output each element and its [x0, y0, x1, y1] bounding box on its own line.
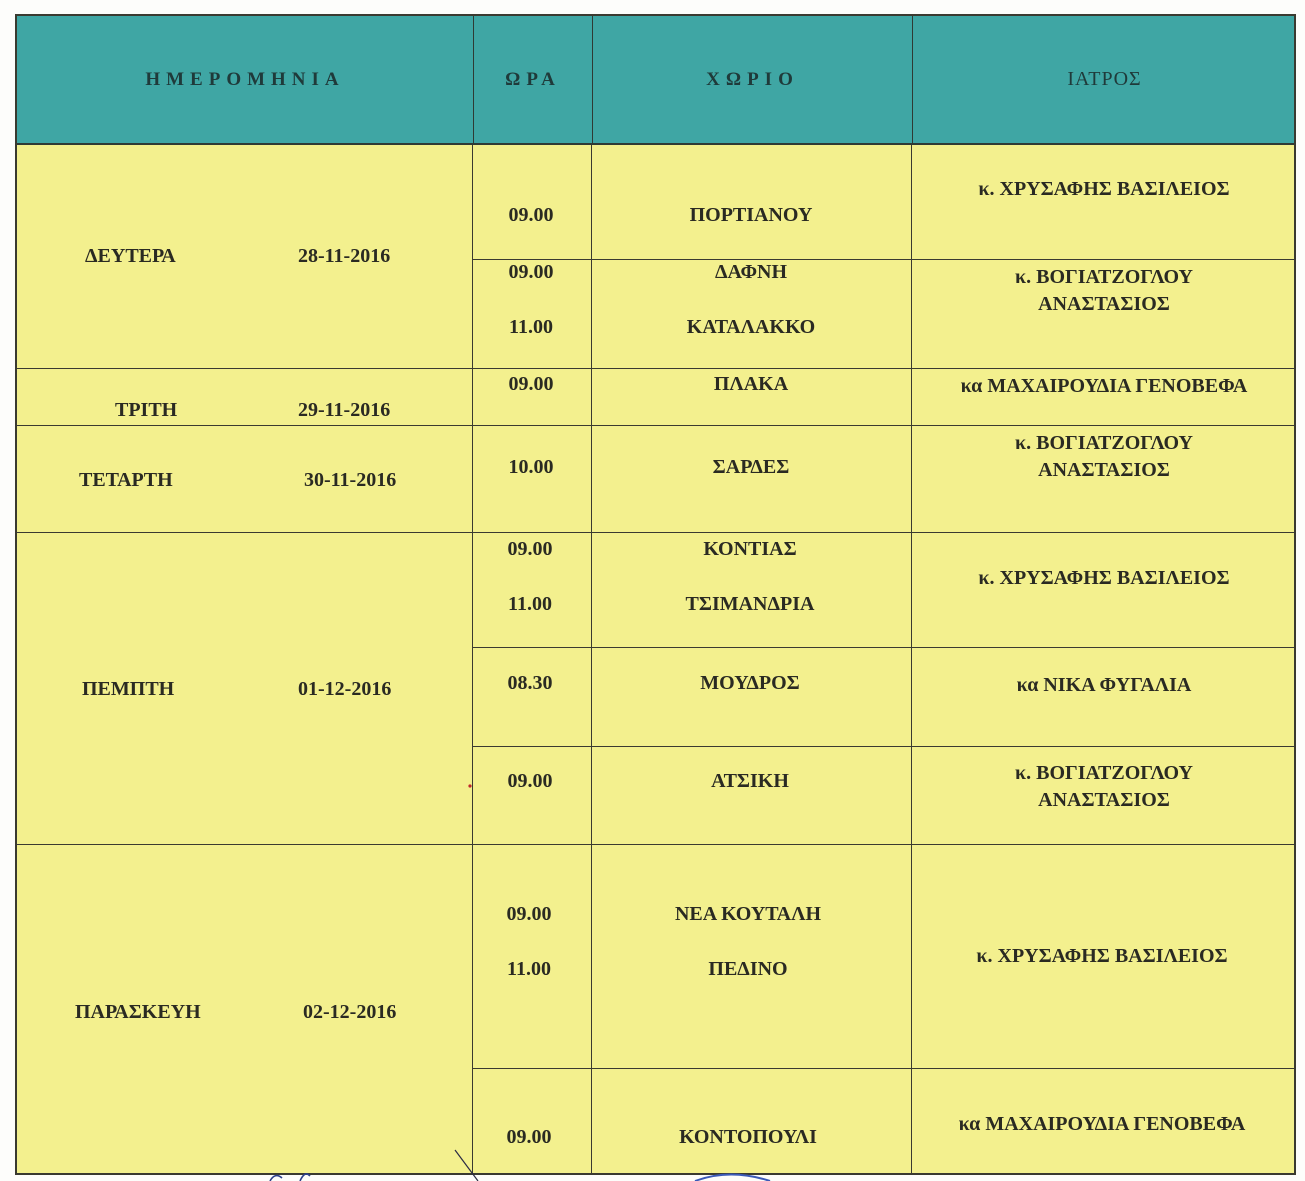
group-separator — [472, 259, 1296, 260]
group-separator — [472, 647, 1296, 648]
village-name: ΠΛΑΚΑ — [713, 373, 789, 395]
doctor-name: κ. ΧΡΥΣΑΦΗΣ ΒΑΣΙΛΕΙΟΣ — [978, 178, 1230, 200]
header-doctor: ΙΑΤΡΟΣ — [912, 16, 1296, 143]
day-name: ΤΡΙΤΗ — [115, 399, 178, 421]
day-separator — [17, 368, 1296, 369]
day-date: 02-12-2016 — [303, 1001, 397, 1023]
village-name: ΚΟΝΤΟΠΟΥΛΙ — [679, 1126, 817, 1148]
village-name: ΤΣΙΜΑΝΔΡΙΑ — [685, 593, 815, 615]
header-village: ΧΩΡΙΟ — [592, 16, 912, 143]
day-date: 29-11-2016 — [298, 399, 391, 421]
doctor-name — [1015, 264, 1193, 318]
doctor-name: κ. ΧΡΥΣΑΦΗΣ ΒΑΣΙΛΕΙΟΣ — [976, 945, 1228, 967]
time-value: 09.00 — [508, 373, 554, 395]
doctor-name: κ. ΧΡΥΣΑΦΗΣ ΒΑΣΙΛΕΙΟΣ — [978, 567, 1230, 589]
village-name: ΠΕΔΙΝΟ — [708, 958, 788, 980]
village-name: ΜΟΥΔΡΟΣ — [700, 672, 800, 694]
schedule-table — [15, 14, 1296, 1175]
doctor-name: κα ΜΑΧΑΙΡΟΥΔΙΑ ΓΕΝΟΒΕΦΑ — [960, 375, 1248, 397]
doctor-name — [1015, 430, 1193, 484]
time-value: 11.00 — [509, 316, 553, 338]
day-name: ΤΕΤΑΡΤΗ — [79, 469, 173, 491]
day-name: ΠΑΡΑΣΚΕΥΗ — [75, 1001, 201, 1023]
doctor-line: κ. ΒΟΓΙΑΤΖΟΓΛΟΥ — [1015, 432, 1193, 454]
doctor-line: κ. ΒΟΓΙΑΤΖΟΓΛΟΥ — [1015, 266, 1193, 288]
day-separator — [17, 425, 1296, 426]
village-name: ΠΟΡΤΙΑΝΟΥ — [689, 204, 813, 226]
doctor-name: κα ΝΙΚΑ ΦΥΓΑΛΙΑ — [1016, 674, 1192, 696]
table-header — [17, 16, 1294, 145]
group-separator — [472, 746, 1296, 747]
time-value: 09.00 — [507, 538, 553, 560]
doctor-line: ΑΝΑΣΤΑΣΙΟΣ — [1038, 459, 1170, 481]
village-name: ΔΑΦΝΗ — [714, 261, 788, 283]
time-value: 10.00 — [508, 456, 554, 478]
column-divider — [591, 145, 592, 1175]
time-value: 09.00 — [508, 204, 554, 226]
village-name: ΑΤΣΙΚΗ — [711, 770, 789, 792]
time-value: 09.00 — [506, 903, 552, 925]
column-divider — [472, 145, 473, 1175]
time-value: 08.30 — [507, 672, 553, 694]
time-value: 09.00 — [507, 770, 553, 792]
village-name: ΚΟΝΤΙΑΣ — [703, 538, 797, 560]
doctor-line: κ. ΒΟΓΙΑΤΖΟΓΛΟΥ — [1015, 762, 1193, 784]
header-date: ΗΜΕΡΟΜΗΝΙΑ — [145, 68, 345, 90]
day-separator — [17, 844, 1296, 845]
doctor-name: κα ΜΑΧΑΙΡΟΥΔΙΑ ΓΕΝΟΒΕΦΑ — [958, 1113, 1246, 1135]
group-separator — [472, 1068, 1296, 1069]
column-divider — [911, 145, 912, 1175]
header-time: ΩΡΑ — [473, 16, 592, 143]
day-date: 30-11-2016 — [304, 469, 397, 491]
village-name: ΝΕΑ ΚΟΥΤΑΛΗ — [674, 903, 822, 925]
day-name: ΔΕΥΤΕΡΑ — [85, 245, 176, 267]
time-value: 09.00 — [508, 261, 554, 283]
time-value: 11.00 — [507, 958, 551, 980]
time-value: 09.00 — [506, 1126, 552, 1148]
time-value: 11.00 — [508, 593, 552, 615]
doctor-name — [1015, 760, 1193, 814]
day-date: 28-11-2016 — [298, 245, 391, 267]
village-name: ΣΑΡΔΕΣ — [712, 456, 790, 478]
day-separator — [17, 532, 1296, 533]
doctor-line: ΑΝΑΣΤΑΣΙΟΣ — [1038, 789, 1170, 811]
day-date: 01-12-2016 — [298, 678, 392, 700]
village-name: ΚΑΤΑΛΑΚΚΟ — [686, 316, 816, 338]
doctor-line: ΑΝΑΣΤΑΣΙΟΣ — [1038, 293, 1170, 315]
day-name: ΠΕΜΠΤΗ — [82, 678, 175, 700]
